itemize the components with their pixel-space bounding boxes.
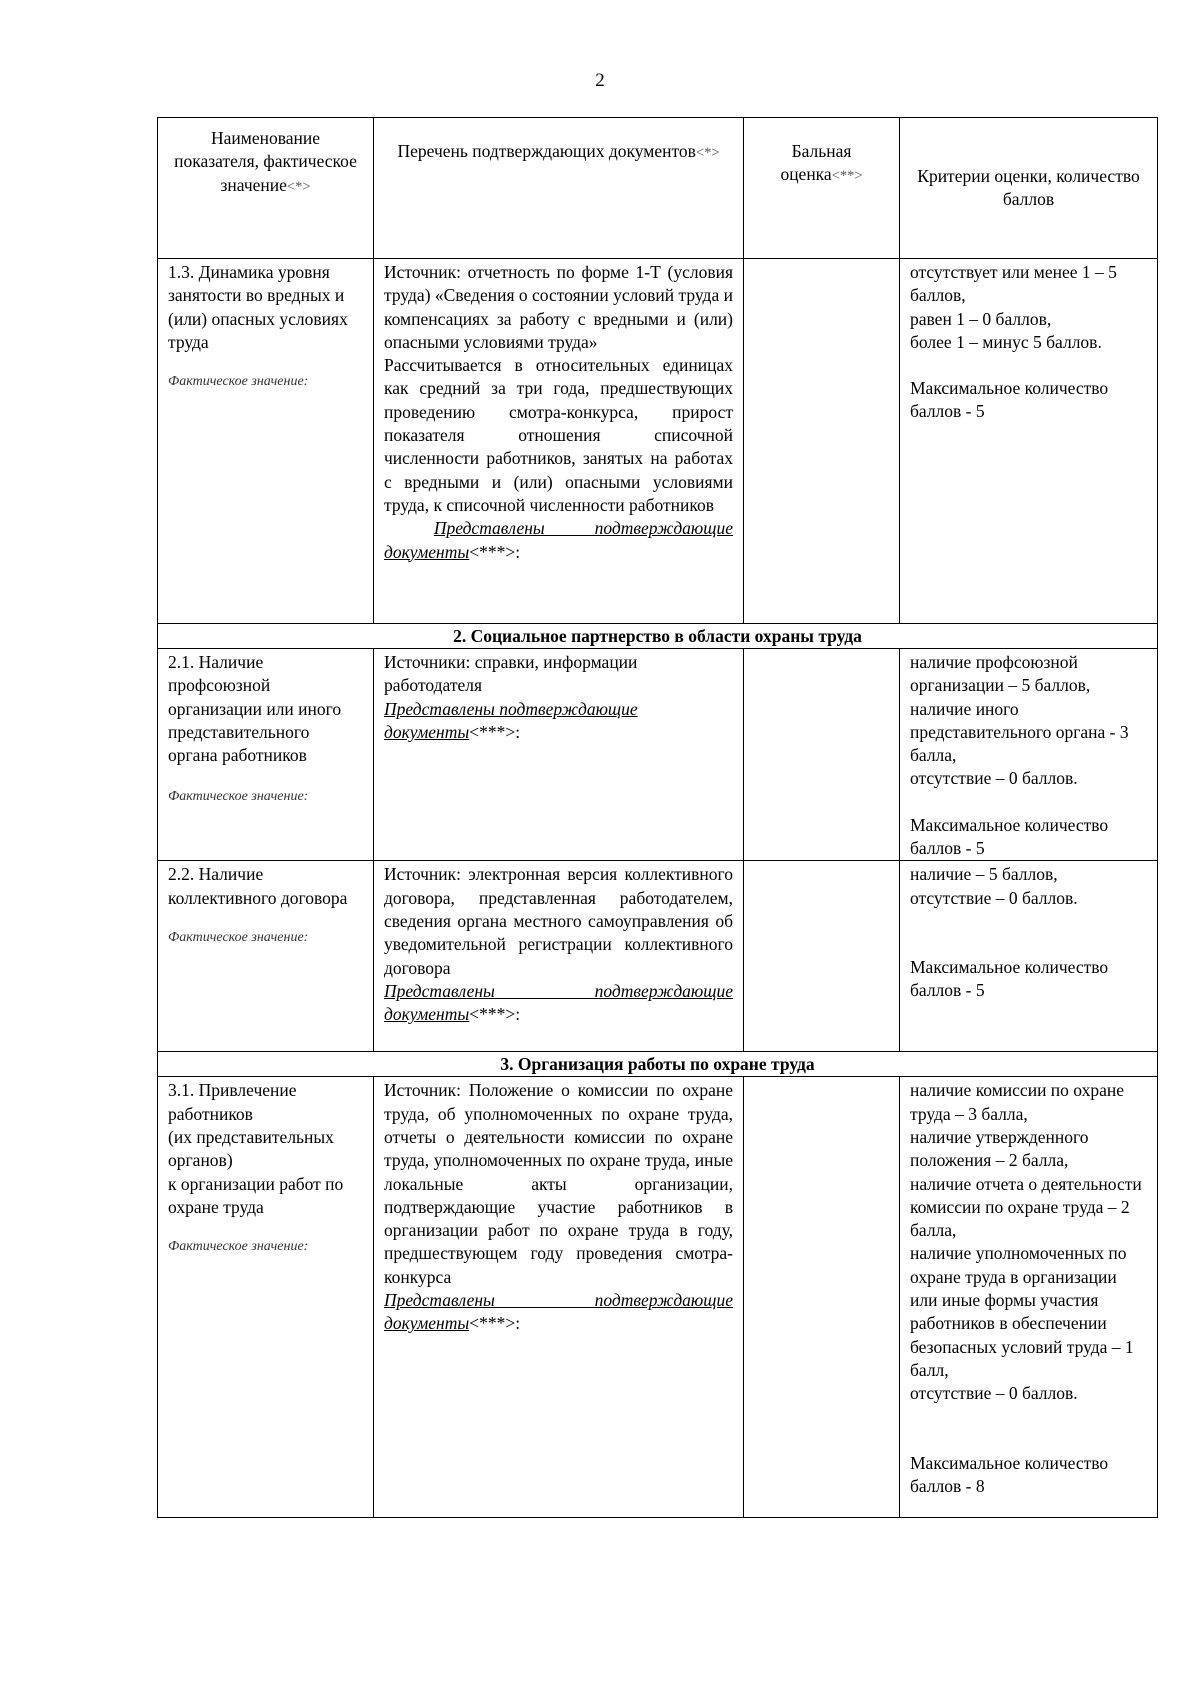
source-text: Источник: отчетность по форме 1-Т (условия труда) «Сведения о состоянии условий труда и компенсациях за работу с вредными и (или) опасными условиями труда» <box>384 262 733 352</box>
score-cell[interactable] <box>744 1077 900 1518</box>
max-score: Максимальное количество баллов - 5 <box>910 814 1109 859</box>
source-text: Источник: Положение о комиссии по охране труда, об уполномоченных по охране труда, отчеты о деятельности комиссии по охране труда, уполномоченных по охране труда, иные локальные акты организации, подтверждающие участие работников в организации работ по охране труда в году, предшествующем году проведения смотра-конкурса <box>384 1080 733 1287</box>
header-criteria: Критерии оценки, количество баллов <box>900 118 1158 259</box>
indicator-text: к организации работ по охране труда <box>168 1173 344 1217</box>
source-extra-text: Рассчитывается в относительных единицах как средний за три года, предшествующих проведению смотра-конкурса, прирост показателя отношения списочной численности работников, занятых на работах с вредными и (или) опасными условиями труда, к списочной численности работников <box>384 355 733 515</box>
criteria-item: наличие профсоюзной организации – 5 баллов, <box>910 652 1091 696</box>
header-documents: Перечень подтверждающих документов<*> <box>374 118 744 259</box>
confirm-line: Представлены подтверждающие документы<***>: <box>384 518 734 562</box>
indicator-cell <box>158 861 374 1052</box>
indicator-text: 3.1. Привлечение работников <box>168 1080 297 1124</box>
table-header-row <box>158 118 1158 259</box>
section-row <box>158 1052 1158 1077</box>
criteria-item: наличие – 5 баллов, <box>910 864 1058 885</box>
fact-label: Фактическое значение: <box>168 789 309 805</box>
indicator-text: 2.1. Наличие профсоюзной организации или иного представительного органа работников <box>168 652 342 766</box>
table-row <box>158 1077 1158 1518</box>
documents-cell <box>374 1077 744 1518</box>
max-score: Максимальное количество баллов - 5 <box>910 956 1109 1001</box>
documents-cell <box>374 861 744 1052</box>
criteria-table <box>157 117 1158 1518</box>
table-row <box>158 259 1158 624</box>
criteria-item: наличие иного представительного органа - 3 балла, <box>910 698 1129 766</box>
table-row <box>158 649 1158 861</box>
max-score: Максимальное количество баллов - 5 <box>910 378 1109 422</box>
criteria-item: наличие утвержденного положения – 2 балла, <box>910 1126 1089 1171</box>
score-cell[interactable] <box>744 649 900 861</box>
criteria-item: более 1 – минус 5 баллов. <box>910 331 1102 352</box>
criteria-item: отсутствует или менее 1 – 5 баллов, <box>910 262 1117 306</box>
header-indicator: Наименование показателя, фактическое значение<*> <box>158 118 374 259</box>
confirm-line: Представлены подтверждающие документы<***>: <box>384 1290 733 1334</box>
page-number: 2 <box>595 70 605 91</box>
source-text: Источники: справки, информации работодателя <box>384 652 638 696</box>
criteria-item: наличие отчета о деятельности комиссии по охране труда – 2 балла, <box>910 1173 1142 1241</box>
documents-cell <box>374 259 744 624</box>
indicator-cell <box>158 649 374 861</box>
documents-cell <box>374 649 744 861</box>
confirm-link[interactable]: Представлены подтверждающие документы <box>384 980 733 1025</box>
fact-label: Фактическое значение: <box>168 374 309 390</box>
section-title: 3. Организация работы по охране труда <box>158 1052 1158 1077</box>
criteria-item: отсутствие – 0 баллов. <box>910 1383 1078 1404</box>
criteria-item: равен 1 – 0 баллов, <box>910 308 1052 329</box>
indicator-cell <box>158 1077 374 1518</box>
fact-label: Фактическое значение: <box>168 1239 309 1255</box>
indicator-text: 1.3. Динамика уровня занятости во вредных и (или) опасных условиях труда <box>168 262 348 352</box>
criteria-cell <box>900 259 1158 624</box>
criteria-cell <box>900 1077 1158 1518</box>
criteria-cell <box>900 649 1158 861</box>
indicator-text: (их представительных органов) <box>168 1126 334 1171</box>
score-cell[interactable] <box>744 259 900 624</box>
fact-label: Фактическое значение: <box>168 929 309 945</box>
confirm-link[interactable]: Представлены подтверждающие документы <box>384 518 734 562</box>
criteria-item: наличие комиссии по охране труда – 3 балла, <box>910 1080 1125 1124</box>
indicator-text: 2.2. Наличие коллективного договора <box>168 864 348 908</box>
table-row <box>158 861 1158 1052</box>
source-text: Источник: электронная версия коллективного договора, представленная работодателем, сведения органа местного самоуправления об уведомительной регистрации коллективного договора <box>384 864 733 978</box>
confirm-link[interactable]: Представлены подтверждающие документы <box>384 1290 733 1334</box>
criteria-item: наличие уполномоченных по охране труда в организации или иные формы участия работников в обеспечении безопасных условий труда – 1 балл, <box>910 1243 1134 1380</box>
confirm-line: Представлены подтверждающие документы<***>: <box>384 980 733 1025</box>
max-score: Максимальное количество баллов - 8 <box>910 1452 1109 1496</box>
criteria-item: отсутствие – 0 баллов. <box>910 887 1078 908</box>
criteria-cell <box>900 861 1158 1052</box>
confirm-line: Представлены подтверждающие документы<***>: <box>384 698 638 742</box>
confirm-link[interactable]: Представлены подтверждающие документы <box>384 698 638 742</box>
indicator-cell <box>158 259 374 624</box>
section-row <box>158 624 1158 649</box>
section-title: 2. Социальное партнерство в области охраны труда <box>158 624 1158 649</box>
header-score: Бальная оценка<**> <box>744 118 900 259</box>
score-cell[interactable] <box>744 861 900 1052</box>
criteria-item: отсутствие – 0 баллов. <box>910 768 1078 789</box>
